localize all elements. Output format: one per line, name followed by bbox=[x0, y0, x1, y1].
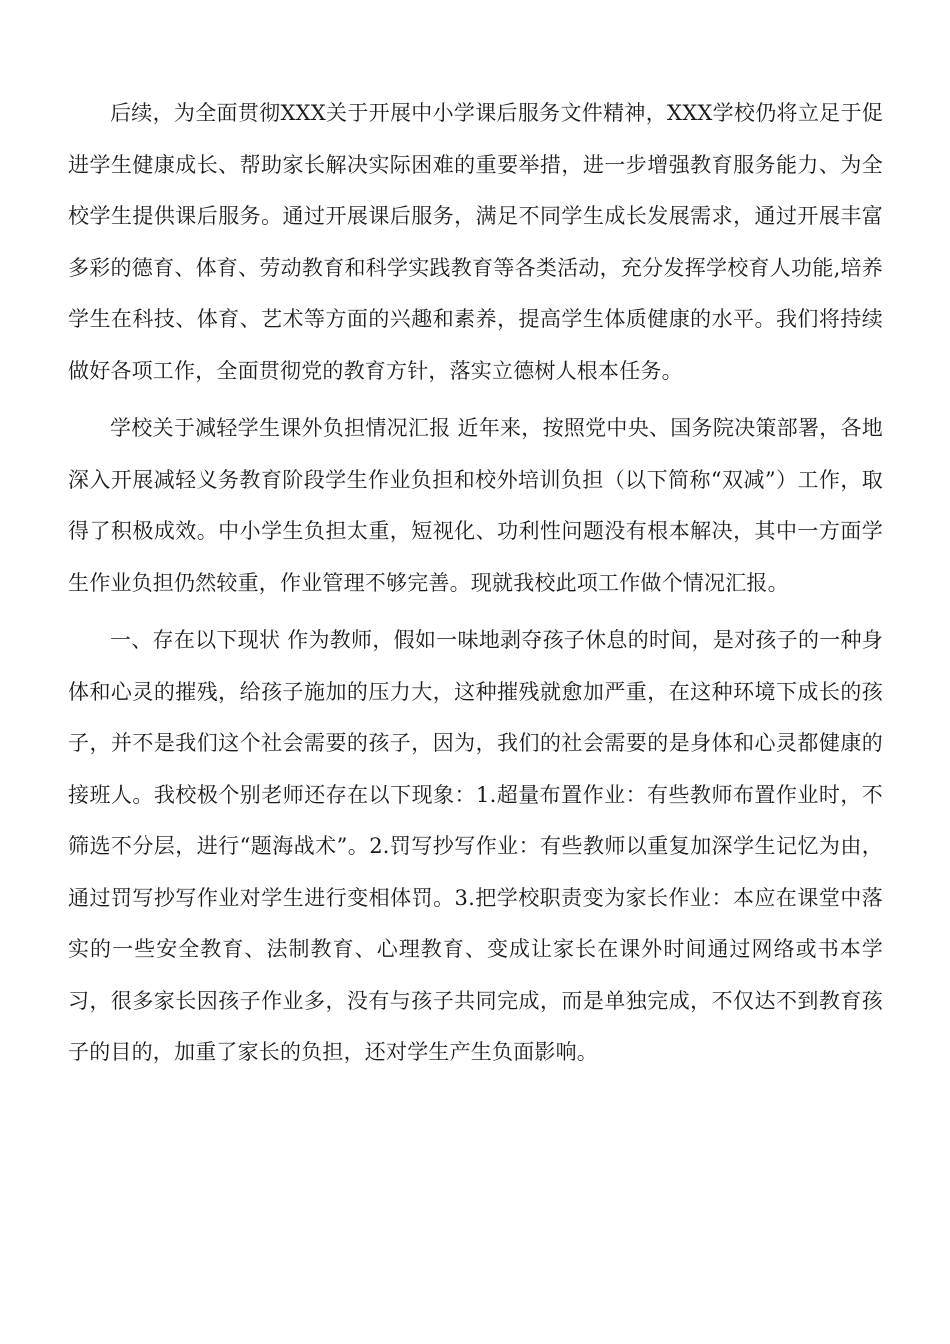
paragraph-after-school-service: 后续，为全面贯彻XXX关于开展中小学课后服务文件精神，XXX学校仍将立足于促进学生健康成长、帮助家长解决实际困难的重要举措，进一步增强教育服务能力、为全校学生提供课后服务。通过开展课后服务，满足不同学生成长发展需求，通过开展丰富多彩的德育、体育、劳动教育和科学实践教育等各类活动，充分发挥学校育人功能,培养学生在科技、体育、艺术等方面的兴趣和素养，提高学生体质健康的水平。我们将持续做好各项工作，全面贯彻党的教育方针，落实立德树人根本任务。 bbox=[68, 101, 883, 383]
paragraph-current-status: 一、存在以下现状 作为教师，假如一味地剥夺孩子休息的时间，是对孩子的一种身体和心灵的摧残，给孩子施加的压力大，这种摧残就愈加严重，在这种环境下成长的孩子，并不是我们这个社会需要的孩子，因为，我们的社会需要的是身体和心灵都健康的接班人。我校极个别老师还存在以下现象：1.超量布置作业：有些教师布置作业时，不筛选不分层，进行“题海战术”。2.罚写抄写作业：有些教师以重复加深学生记忆为由，通过罚写抄写作业对学生进行变相体罚。3.把学校职责变为家长作业：本应在课堂中落实的一些安全教育、法制教育、心理教育、变成让家长在课外时间通过网络或书本学习，很多家长因孩子作业多，没有与孩子共同完成，而是单独完成，不仅达不到教育孩子的目的，加重了家长的负担，还对学生产生负面影响。 bbox=[68, 628, 883, 1064]
paragraph-burden-report: 学校关于减轻学生课外负担情况汇报 近年来，按照党中央、国务院决策部署，各地深入开展减轻义务教育阶段学生作业负担和校外培训负担（以下简称“双减”）工作，取得了积极成效。中小学生负担太重，短视化、功利性问题没有根本解决，其中一方面学生作业负担仍然较重，作业管理不够完善。现就我校此项工作做个情况汇报。 bbox=[68, 416, 883, 595]
document-body bbox=[68, 88, 883, 1085]
